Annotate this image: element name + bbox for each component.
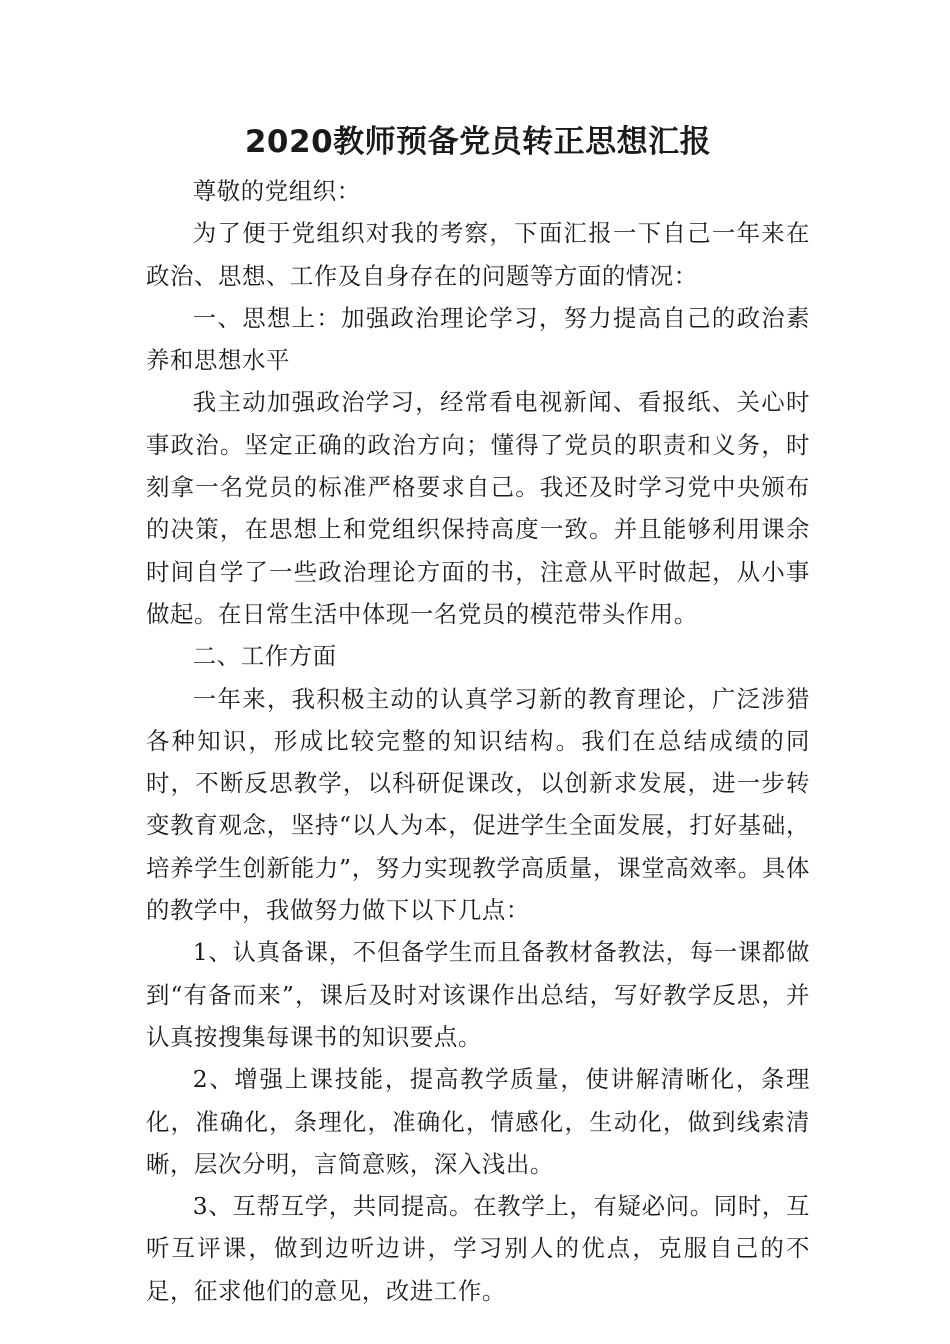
work-paragraph: 一年来，我积极主动的认真学习新的教育理论，广泛涉猎各种知识，形成比较完整的知识结构。我们在总结成绩的同时，不断反思教学，以科研促课改，以创新求发展，进一步转变教育观念，坚持“以人为本，促进学生全面发展，打好基础，培养学生创新能力”，努力实现教学高质量，课堂高效率。具体的教学中，我做努力做下以下几点： <box>146 684 810 925</box>
salutation: 尊敬的党组织： <box>192 177 361 205</box>
section-heading-work: 二、工作方面 <box>192 642 337 671</box>
work-point-3: 3、互帮互学，共同提高。在教学上，有疑必问。同时，互听互评课，做到边听边讲，学习别人的优点，克服自己的不足，征求他们的意见，改进工作。 <box>146 1192 810 1305</box>
intro-paragraph: 为了便于党组织对我的考察，下面汇报一下自己一年来在政治、思想、工作及自身存在的问题等方面的情况： <box>146 219 810 290</box>
work-point-2: 2、增强上课技能，提高教学质量，使讲解清晰化，条理化，准确化，条理化，准确化，情感化，生动化，做到线索清晰，层次分明，言简意赅，深入浅出。 <box>146 1065 810 1178</box>
ideology-paragraph: 我主动加强政治学习，经常看电视新闻、看报纸、关心时事政治。坚定正确的政治方向；懂得了党员的职责和义务，时刻拿一名党员的标准严格要求自己。我还及时学习党中央颁布的决策，在思想上和党组织保持高度一致。并且能够利用课余时间自学了一些政治理论方面的书，注意从平时做起，从小事做起。在日常生活中体现一名党员的模范带头作用。 <box>146 388 810 628</box>
work-point-1: 1、认真备课，不但备学生而且备教材备教法，每一课都做到“有备而来”，课后及时对该课作出总结，写好教学反思，并认真按搜集每课书的知识要点。 <box>146 938 810 1051</box>
document-title: 2020教师预备党员转正思想汇报 <box>244 124 712 160</box>
document-page <box>146 118 810 1312</box>
section-heading-ideology: 一、思想上：加强政治理论学习，努力提高自己的政治素养和思想水平 <box>146 303 810 375</box>
